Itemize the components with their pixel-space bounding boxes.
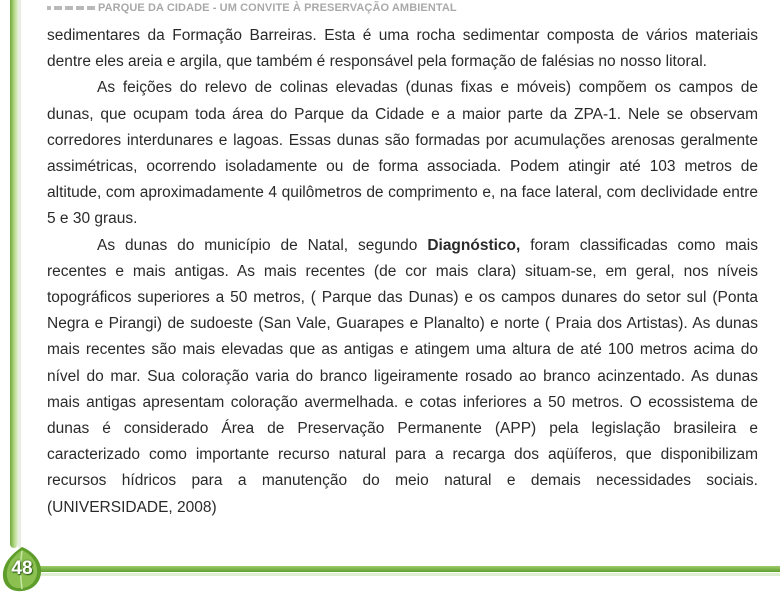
body-text xyxy=(47,23,758,521)
paragraph-3-rest: foram classificadas como mais recentes e mais antigas. As mais recentes (de cor mais clara) situam-se, em geral, nos níveis topográficos superiores a 50 metros, ( Parque das Dunas) e os campos dunares do setor sul (Ponta Negra e Pirangi) de sudoeste (San Vale, Guarapes e Planalto) e norte ( Praia dos Artistas). As dunas mais recentes são mais elevadas que as antigas e atingem uma altura de até 100 metros acima do nível do mar. Sua coloração varia do branco ligeiramente rosado ao branco acinzentado. As dunas mais antigas apresentam coloração avermelhada. e cotas inferiores a 50 metros. O ecossistema de dunas é considerado Área de Preservação Permanente (APP) pela legislação brasileira e caracterizado como importante recurso natural para a recarga dos aqüíferos, que disponibilizam recursos hídricos para a manutenção do meio natural e demais necessidades sociais. (UNIVERSIDADE, 2008) xyxy=(47,236,758,516)
bottom-bar-highlight xyxy=(30,573,780,576)
paragraph-3 xyxy=(47,233,758,521)
emphasized-term: Diagnóstico, xyxy=(427,236,521,254)
page-number: 48 xyxy=(11,558,33,579)
dashes-ornament-icon xyxy=(47,5,95,11)
paragraph-2: As feições do relevo de colinas elevadas (dunas fixas e móveis) compõem os campos de dunas, que ocupam toda área do Parque da Cidade e a maior parte da ZPA-1. Nele se observam corredores interdunares e lagoas. Essas dunas são formadas por acumulações arenosas geralmente assimétricas, ocorrendo isoladamente ou de forma associada. Podem atingir até 103 metros de altitude, com aproximadamente 4 quilômetros de comprimento e, na face lateral, com declividade entre 5 e 30 graus. xyxy=(47,79,758,228)
left-decorative-bar xyxy=(10,0,18,548)
bottom-decorative-bar xyxy=(30,566,780,572)
paragraph-1: sedimentares da Formação Barreiras. Esta é uma rocha sedimentar composta de vários materiais dentre eles areia e argila, que também é responsável pela formação de falésias no nosso litoral. xyxy=(47,27,758,71)
left-bar-shadow xyxy=(18,0,21,548)
paragraph-3-lead: As dunas do município de Natal, segundo xyxy=(97,236,428,254)
running-header-title: PARQUE DA CIDADE - UM CONVITE À PRESERVAÇÃO AMBIENTAL xyxy=(98,2,457,14)
